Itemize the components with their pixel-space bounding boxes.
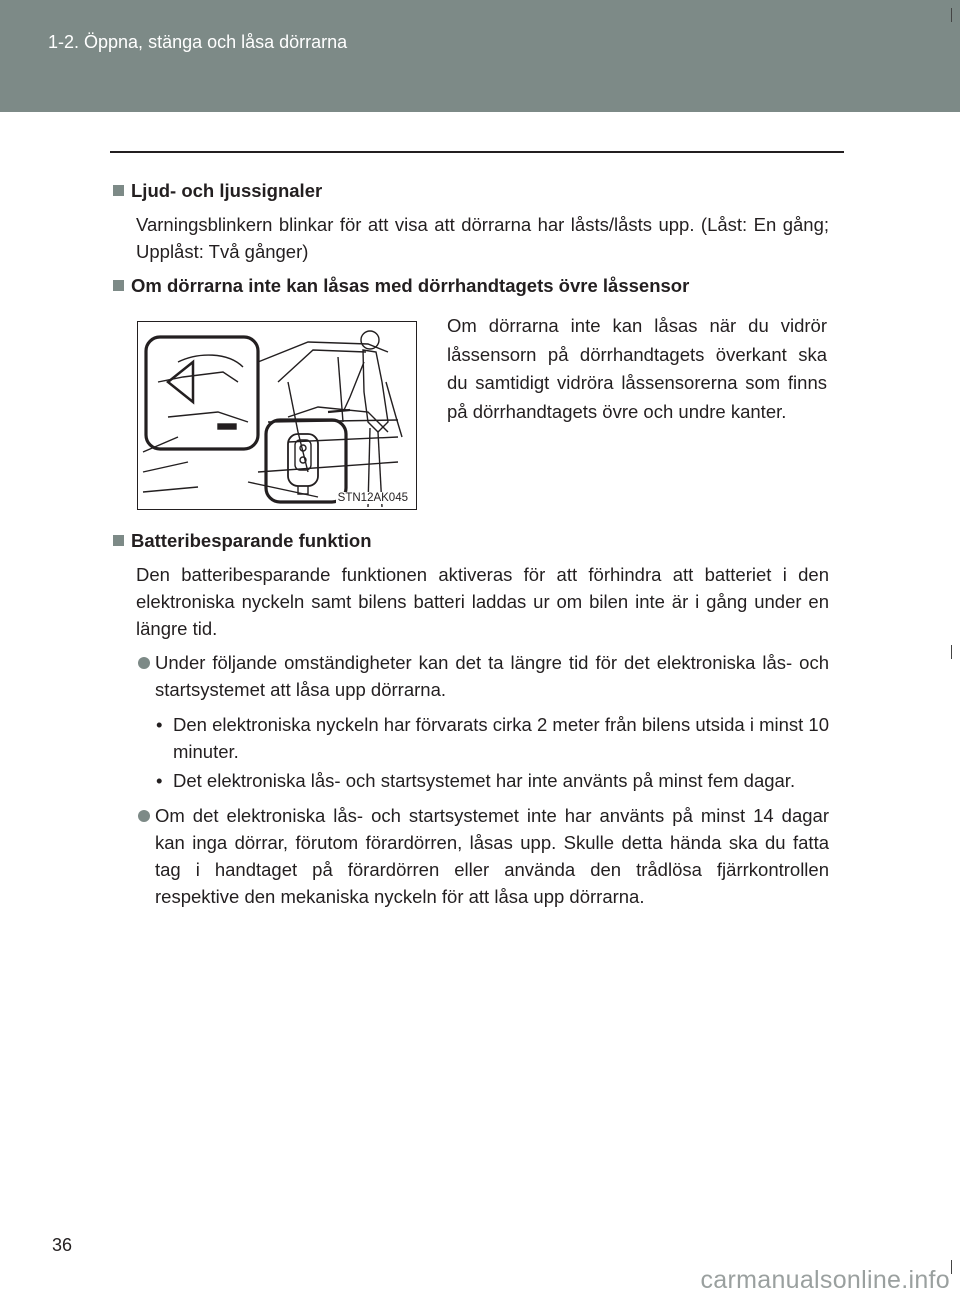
section-heading — [113, 527, 829, 555]
crop-mark — [951, 8, 952, 22]
list-item — [113, 649, 829, 703]
list-item-text: Den elektroniska nyckeln har förvarats cirka 2 meter från bilens utsida i minst 10 minuter. — [173, 714, 830, 762]
page-header — [0, 0, 960, 112]
crop-mark — [951, 645, 952, 659]
list-item-text: Om det elektroniska lås- och startsystemet inte har använts på minst 14 dagar kan inga dörrar, förutom förardörren, låsas upp. Skulle detta hända ska du fatta tag i handtaget på förardörren eller använda den trådlösa fjärrkontrollen respektive den mekaniska nyckeln för att låsa upp dörrarna. — [155, 805, 829, 907]
bullet-icon: • — [156, 714, 163, 735]
section-title: 1-2. Öppna, stänga och låsa dörrarna — [48, 32, 348, 52]
heading-text: Batteribesparande funktion — [131, 530, 372, 551]
list-item — [113, 767, 829, 794]
bullet-icon: • — [156, 770, 163, 791]
circle-bullet-icon — [138, 657, 150, 669]
square-bullet-icon — [113, 280, 124, 291]
crop-mark — [951, 1260, 952, 1274]
square-bullet-icon — [113, 185, 124, 196]
page-number: 36 — [52, 1235, 73, 1255]
signals-text: Varningsblinkern blinkar för att visa att dörrarna har låsts/låsts upp. (Låst: En gång; Upplåst: Två gånger) — [136, 214, 829, 262]
figure-label: STN12AK045 — [337, 492, 408, 504]
square-bullet-icon — [113, 535, 124, 546]
circle-bullet-icon — [138, 810, 150, 822]
section-sensor — [113, 272, 829, 300]
watermark: carmanualsonline.info — [700, 1266, 950, 1294]
door-handle-illustration — [137, 321, 417, 510]
section-signals — [113, 177, 829, 265]
section-heading — [113, 272, 829, 300]
battery-text: Den batteribesparande funktionen aktiveras för att förhindra att batteriet i den elektroniska nyckeln samt bilens batteri laddas ur om bilen inte är i gång under en längre tid. — [136, 564, 829, 639]
car-door-drawing — [138, 322, 416, 509]
section-battery — [113, 527, 829, 910]
heading-text: Om dörrarna inte kan låsas med dörrhandtagets övre låssensor — [131, 275, 690, 296]
heading-text: Ljud- och ljussignaler — [131, 180, 323, 201]
list-item-text: Under följande omständigheter kan det ta längre tid för det elektroniska lås- och startsystemet att låsa upp dörrarna. — [155, 652, 829, 700]
list-item-text: Det elektroniska lås- och startsystemet har inte använts på minst fem dagar. — [173, 770, 796, 791]
list-item — [113, 711, 829, 765]
list-item — [113, 802, 829, 910]
section-heading — [113, 177, 829, 205]
horizontal-rule — [110, 151, 844, 153]
sensor-text: Om dörrarna inte kan låsas när du vidrör låssensorn på dörrhandtagets överkant ska du samtidigt vidröra låssensorerna som finns på dörrhandtagets övre och undre kanter. — [447, 315, 827, 422]
